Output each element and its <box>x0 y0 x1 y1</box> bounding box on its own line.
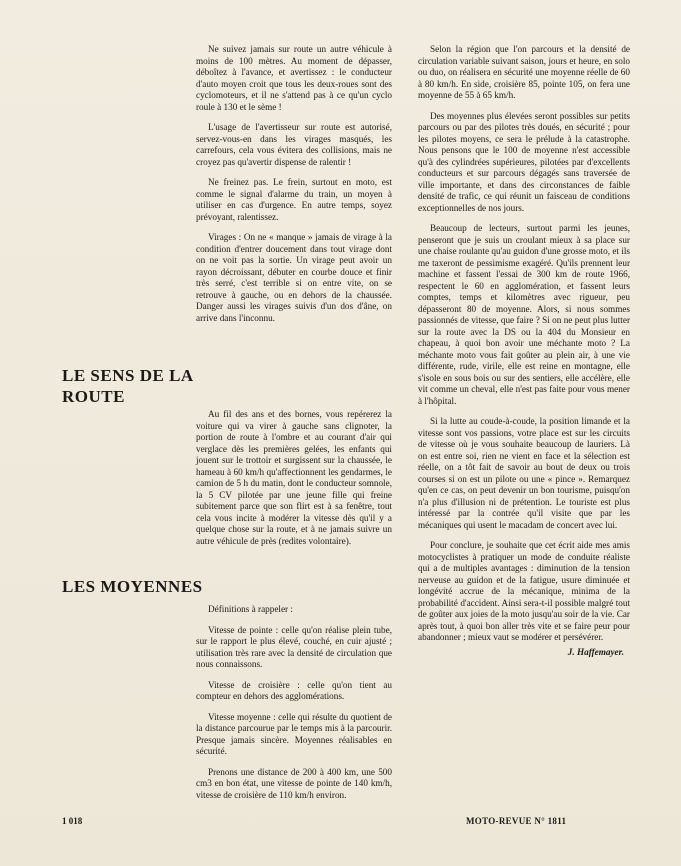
section-heading-moyennes: LES MOYENNES <box>62 577 203 596</box>
author-signature: J. Haffemayer. <box>567 646 624 657</box>
paragraph: Des moyennes plus élevées seront possibles sur petits parcours ou par des pilotes très doués, en sécurité ; pour les pilotes moyens, ce sera le prélude à la catastrophe. Nous pensons que le 100 de moyenne n'est accessible qu'à des cylindrées supérieures, pilotées par d'excellents conducteurs et sur parcours dégagés sans traversée de ville importante, et dans des circonstances de faible densité de trafic, ce qui réunit un faisceau de conditions exceptionnelles de nos jours. <box>418 110 630 213</box>
paragraph: Vitesse de pointe : celle qu'on réalise plein tube, sur le rapport le plus élevé, couché, en cuir ajusté ; utilisation très rare avec la densité de circulation que nous connaissons. <box>196 624 392 669</box>
paragraph: Vitesse moyenne : celle qui résulte du quotient de la distance parcourue par le temps mis à la parcourir. Presque jamais sincère. Moyennes réalisables en sécurité. <box>196 711 392 756</box>
paragraph: Ne freinez pas. Le frein, surtout en moto, est comme le signal d'alarme du train, un moyen à utiliser en cas d'urgence. En autre temps, soyez prévoyant, ralentissez. <box>196 177 392 222</box>
right-column <box>418 44 630 658</box>
paragraph: Si la lutte au coude-à-coude, la position limande et la vitesse sont vos passions, votre place est sur les circuits de vitesse où je vous souhaite beaucoup de lauriers. Là on est entre soi, rien ne vient en face et la sélection est réelle, on a tôt fait de savoir au bout de deux ou trois courses si on est un pilote ou une « pince ». Remarquez qu'en ce cas, on peut devenir un bon tourisme, puisqu'on n'a plus d'illusion ni de prétention. Le touriste est plus intéressé par la contrée qu'il visite que par les mécaniques qui usent le macadam de concert avec lui. <box>418 416 630 530</box>
paragraph: L'usage de l'avertisseur sur route est autorisé, servez-vous-en dans les virages masqués, les carrefours, cela vous évitera des collisions, mais ne croyez pas qu'avertir dispense de ralentir ! <box>196 122 392 167</box>
paragraph: Définitions à rappeler : <box>208 604 293 614</box>
paragraph: Beaucoup de lecteurs, surtout parmi les jeunes, penseront que je suis un croulant mieux à sa place sur une chaise roulante qu'au guidon d'une grosse moto, et ils me taxeront de pessimisme exagéré. Qu'ils prennent leur machine et fassent l'essai de 300 km de route 1966, respectent le 60 en agglomération, et fassent leurs comptes, temps et kilomètres avec rigueur, peu dépasseront 80 de moyenne. Alors, si nous sommes passionnés de vitesse, que faire ? Si on ne peut plus lutter sur la route avec la DS ou la 404 du Monsieur en chapeau, à quoi bon avoir une méchante moto ? La méchante moto vous fait goûter au plein air, à une vie différente, rude, virile, elle est reine en montagne, elle s'isole en sous bois ou sur des sentiers, elle accélère, elle vit comme un cheval, elle n'est pas faite pour vous mener à l'hôpital. <box>418 223 630 406</box>
moyennes-section-text <box>196 604 392 810</box>
paragraph: Au fil des ans et des bornes, vous repérerez la voiture qui va virer à gauche sans clignoter, la portion de route à l'ombre et au courant d'air qui verglace dès les premières gelées, les enfants qui jouent sur le trottoir et surgissent sur la chaussée, le hameau à 60 km/h qu'affectionnent les gendarmes, le camion de 5 h du matin, dont le conducteur somnole, la 5 CV pilotée par une jeune fille qui freine subitement parce que son flirt est à sa fenêtre, tout cela vous incite à modérer la vitesse dès qu'il y a quelque chose sur la route, et à ne jamais suivre un autre véhicule de près (redites volontaire). <box>196 409 392 546</box>
sens-section-text <box>196 409 392 556</box>
paragraph: Virages : On ne « manque » jamais de virage à la condition d'entrer doucement dans tout virage dont on ne voit pas la sortie. Un virage peut avoir un rayon décroissant, débuter en courbe douce et finir très serré, c'est terrible si on entre vite, on se retrouve à gauche, ou en dehors de la chaussée. Danger aussi les virages suivis d'un dos d'âne, on arrive dans l'inconnu. <box>196 232 392 323</box>
magazine-issue: MOTO-REVUE N° 1811 <box>466 816 567 826</box>
section-heading-sens: LE SENS DE LA ROUTE <box>62 366 193 406</box>
page-number: 1 018 <box>62 816 83 826</box>
paragraph: Prenons une distance de 200 à 400 km, une 500 cm3 en bon état, une vitesse de pointe de 140 km/h, vitesse de croisière de 110 km/h environ. <box>196 766 392 800</box>
paragraph: Pour conclure, je souhaite que cet écrit aide mes amis motocyclistes à pratiquer un mode de conduite réaliste qui a de multiples avantages : diminution de la tension nerveuse au guidon et de la fatigue, usure diminuée et longévité accrue de la mécanique, minima de la probabilité d'accident. Ainsi sera-t-il possible malgré tout de goûter aux joies de la moto jusqu'au soir de la vie. Car après tout, à quoi bon aller très vite et se faire peur pour abandonner ; mieux vaut se modérer et persévérer. <box>418 540 630 642</box>
left-column-top <box>196 44 392 333</box>
paragraph: Ne suivez jamais sur route un autre véhicule à moins de 100 mètres. Au moment de dépasser, déboîtez à l'avance, et avertissez : le conducteur d'auto moyen croit que tous les deux-roues sont des cyclomoteurs, et il ne s'attend pas à ce qu'un cyclo roule à 130 et le sème ! <box>196 44 392 112</box>
paragraph: Selon la région que l'on parcours et la densité de circulation variable suivant saison, jours et heure, en solo ou duo, on réalisera en sécurité une moyenne réelle de 60 à 80 km/h. En side, croisière 85, pointe 105, on fera une moyenne de 55 à 65 km/h. <box>418 44 630 100</box>
paragraph: Vitesse de croisière : celle qu'on tient au compteur en dehors des agglomérations. <box>196 679 392 701</box>
